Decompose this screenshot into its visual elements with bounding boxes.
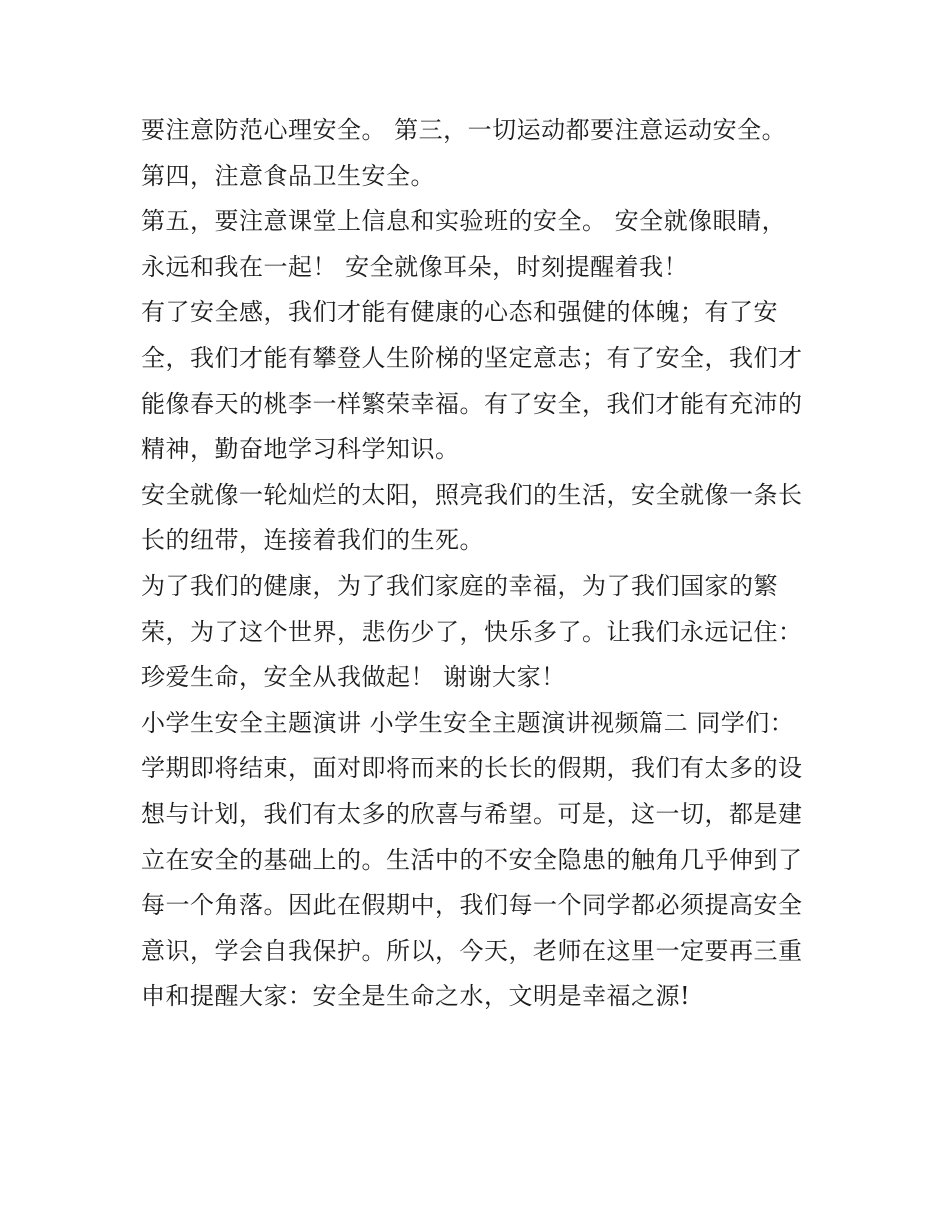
text-line: 有了安全感，我们才能有健康的心态和强健的体魄；有了安 <box>141 298 778 327</box>
text-line: 荣，为了这个世界，悲伤少了，快乐多了。让我们永远记住： <box>141 617 803 646</box>
text-line: 为了我们的健康，为了我们家庭的幸福，为了我们国家的繁 <box>141 571 778 600</box>
text-line: 要注意防范心理安全。 第三，一切运动都要注意运动安全。 <box>141 116 787 144</box>
text-line: 想与计划，我们有太多的欣喜与希望。可是，这一切，都是建 <box>141 799 803 828</box>
text-line: 每一个角落。因此在假期中，我们每一个同学都必须提高安全 <box>141 891 803 920</box>
text-line: 安全就像一轮灿烂的太阳，照亮我们的生活，安全就像一条长 <box>141 480 803 509</box>
text-line: 立在安全的基础上的。生活中的不安全隐患的触角几乎伸到了 <box>141 845 803 874</box>
text-line: 能像春天的桃李一样繁荣幸福。有了安全，我们才能有充沛的 <box>141 389 803 418</box>
text-line: 精神，勤奋地学习科学知识。 <box>141 435 460 464</box>
text-line: 第五，要注意课堂上信息和实验班的安全。 安全就像眼睛， <box>141 207 787 236</box>
text-line: 第四，注意食品卫生安全。 <box>141 161 435 190</box>
text-line: 学期即将结束，面对即将而来的长长的假期，我们有太多的设 <box>141 754 803 783</box>
text-line: 全，我们才能有攀登人生阶梯的坚定意志；有了安全，我们才 <box>141 343 803 372</box>
text-line: 珍爱生命，安全从我做起！ 谢谢大家！ <box>141 663 566 692</box>
text-line: 永远和我在一起！ 安全就像耳朵，时刻提醒着我！ <box>141 252 689 281</box>
section-title-line: 小学生安全主题演讲 小学生安全主题演讲视频篇二 同学们： <box>141 708 795 737</box>
text-line: 长的纽带，连接着我们的生死。 <box>141 526 484 555</box>
document-body <box>141 108 821 1020</box>
text-line: 意识，学会自我保护。所以，今天，老师在这里一定要再三重 <box>141 936 803 965</box>
text-line: 申和提醒大家：安全是生命之水，文明是幸福之源! <box>141 982 691 1011</box>
